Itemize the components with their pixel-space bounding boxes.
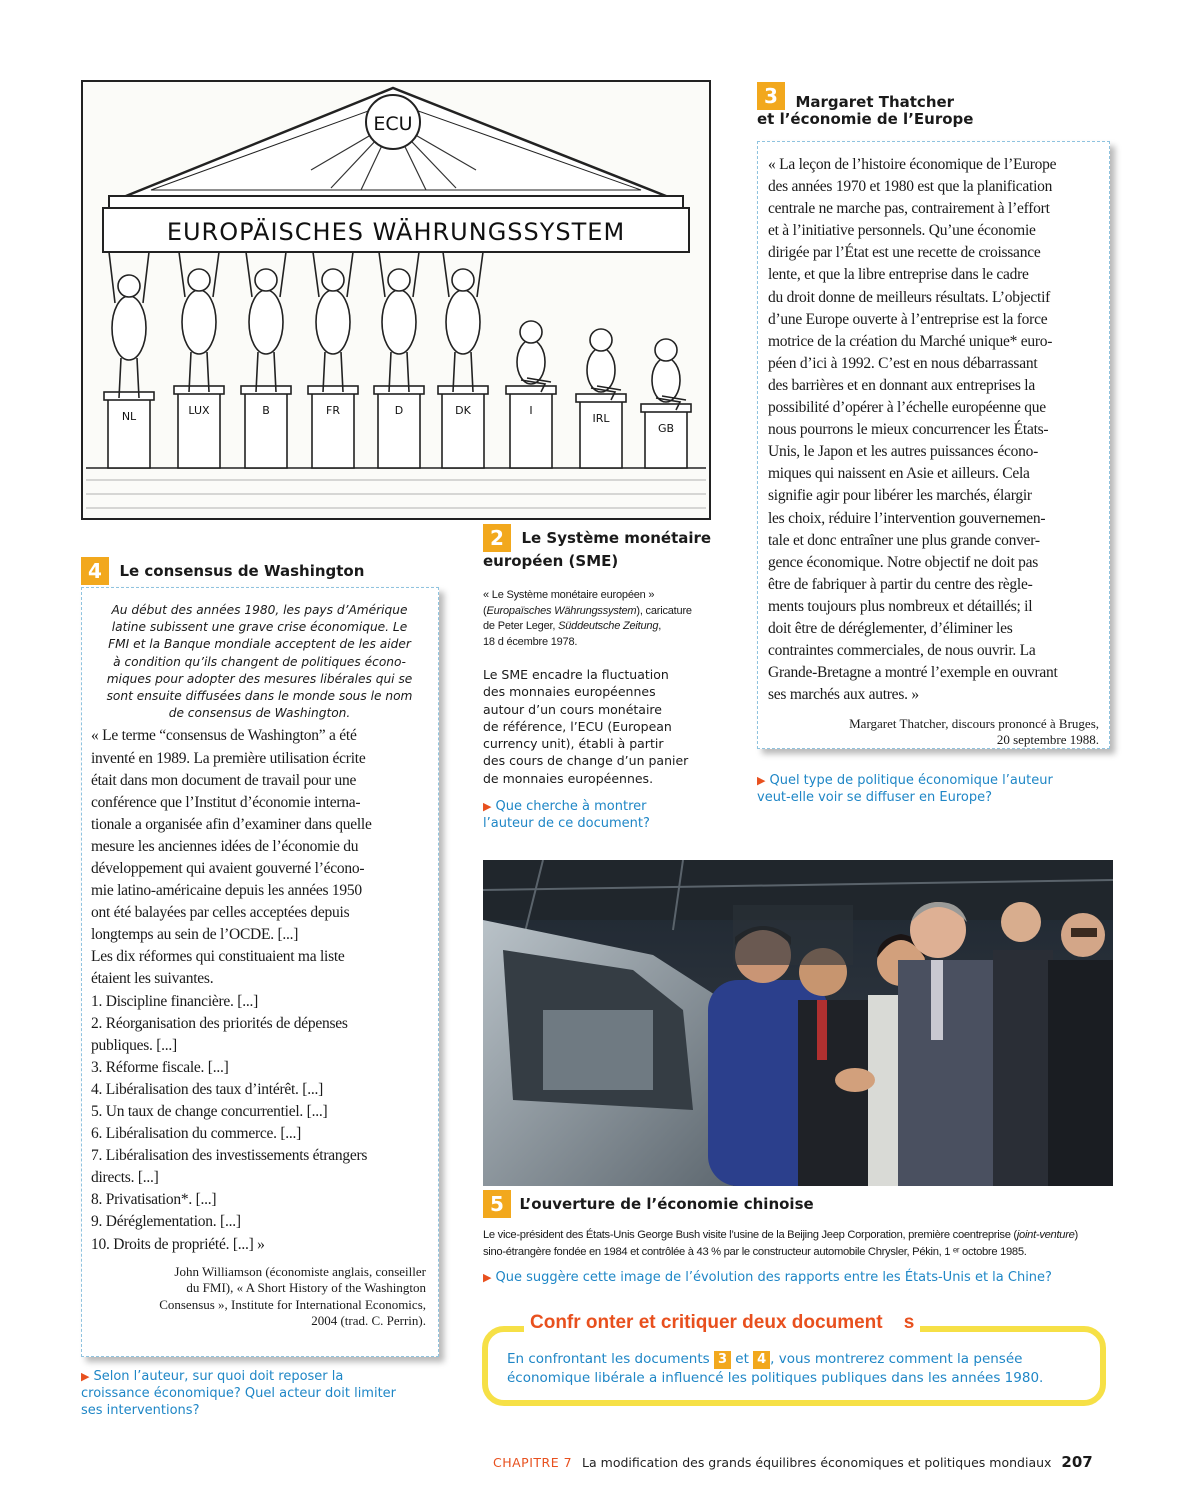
doc2-body-line: des monnaies européennes — [483, 684, 656, 700]
doc4-question-line3: ses interventions? — [81, 1403, 200, 1418]
doc5-question — [483, 1269, 1123, 1286]
doc2-body-line: des cours de change d’un panier — [483, 753, 689, 769]
doc3-quote-line: et à l’initiative personnels. Qu’une économie — [768, 222, 1036, 240]
exercise-text — [507, 1350, 1097, 1388]
doc4-quote-line: 8. Privatisation*. [...] — [91, 1191, 217, 1209]
cartoon-figure-body — [446, 290, 480, 354]
doc5-heading — [483, 1190, 1113, 1218]
doc5-caption-line1 — [483, 1227, 1123, 1244]
doc2-question-text: Que cherche à montrer l’auteur de ce document? — [483, 799, 650, 831]
doc3-source-line2: 20 septembre 1988. — [996, 732, 1099, 748]
cartoon-figure-body — [249, 290, 283, 354]
cartoon-pillar-label: GB — [657, 422, 675, 435]
doc4-quote-line: inventé en 1989. La première utilisation écrite — [91, 749, 366, 767]
exercise-ref-3: 3 — [714, 1351, 731, 1369]
doc5-caption — [483, 1227, 1123, 1261]
doc4-intro-line: de consensus de Washington. — [168, 706, 351, 721]
doc3-quote-line: être de fabriquer à partir du centre des règle- — [768, 575, 1033, 593]
doc4-intro — [91, 602, 438, 722]
doc2-body — [483, 666, 723, 787]
cartoon-pillar-cap — [174, 386, 224, 394]
doc3-quote-line: lente, et que la libre entreprise dans le cadre — [768, 266, 1029, 284]
cartoon-pillar-cap — [104, 392, 154, 400]
doc2-body-line: Le SME encadre la fluctuation — [483, 667, 669, 682]
doc2-body-line: de référence, l’ECU (European — [483, 718, 672, 734]
doc3-quote-line: des années 1970 et 1980 est que la planification — [768, 178, 1053, 196]
doc2-body-line: de monnaies européennes. — [483, 770, 654, 786]
doc4-quote-line: publiques. [...] — [91, 1036, 177, 1054]
cartoon-figure-body — [517, 340, 545, 384]
doc4-quote-line: 2. Réorganisation des priorités de dépenses — [91, 1014, 348, 1032]
doc3-quote-line: nous pourrons le mieux concurrencer les États- — [768, 421, 1049, 439]
doc4-source — [91, 1264, 438, 1330]
doc2-caption-comma: , — [658, 620, 662, 632]
doc4-quote-line: 4. Libéralisation des taux d’intérêt. [...] — [91, 1080, 324, 1098]
cartoon-figure-body — [587, 348, 615, 392]
cartoon-figure-body — [182, 290, 216, 354]
exercise-ref-4: 4 — [753, 1351, 770, 1369]
cartoon-pillar-label: B — [262, 404, 270, 417]
doc4-intro-line: FMI et la Banque mondiale acceptent de les aider — [108, 637, 411, 652]
doc5-caption-line1b: ) — [1074, 1229, 1078, 1241]
doc3-quote-box — [757, 141, 1110, 749]
doc4-question — [81, 1368, 441, 1419]
doc3-quote-line: dirigée par l’État est une recette de croissance — [768, 244, 1041, 262]
exercise-text-c: , vous montrerez comment la pensée — [770, 1351, 1023, 1367]
doc4-source-line: John Williamson (économiste anglais, conseiller — [174, 1263, 426, 1279]
doc3-quote-line: du droit donne de meilleurs résultats. L’objectif — [768, 288, 1051, 306]
cartoon-pillar — [108, 398, 150, 468]
doc5-caption-line1a: Le vice-président des États-Unis George Bush visite l’usine de la Beijing Jeep Corporation, première coentreprise ( — [483, 1229, 1017, 1241]
doc2-caption-title-de: Europaïsches Währungssystem — [486, 604, 637, 617]
cartoon-figure-head — [322, 269, 344, 291]
doc4-quote-line: ont été balayées par celles acceptées depuis — [91, 904, 350, 922]
cartoon-figure-body — [112, 296, 146, 360]
doc3-quote-line: doit être de déréglementer, d’éliminer les — [768, 619, 1013, 637]
doc4-quote-line: directs. [...] — [91, 1169, 159, 1187]
doc4-quote-line: 3. Réforme fiscale. [...] — [91, 1058, 229, 1076]
cartoon-pillar-cap — [241, 386, 291, 394]
footer-chapter: CHAPITRE 7 — [493, 1455, 573, 1470]
doc3-question-line1: Quel type de politique économique l’auteur — [769, 773, 1053, 788]
page-number: 207 — [1061, 1453, 1093, 1471]
cartoon-figure-head — [452, 269, 474, 291]
cartoon-figure-body — [382, 290, 416, 354]
doc4-number-badge: 4 — [81, 557, 109, 585]
doc2-caption-line1: « Le Système monétaire européen » — [483, 589, 655, 601]
cartoon-pillar-label: FR — [326, 404, 340, 417]
doc3-quote-line: signifie agir pour libérer les marchés, élargir — [768, 487, 1032, 505]
doc3-quote-line: Unis, le Japon et les autres puissances écono- — [768, 443, 1039, 461]
doc3-quote-line: les choix, réduire l’intervention gouvernemen- — [768, 509, 1046, 527]
doc4-source-line: 2004 (trad. C. Perrin). — [311, 1313, 426, 1329]
cartoon-banner: EUROPÄISCHES WÄHRUNGSSYSTEM — [166, 218, 626, 246]
doc2-caption-newspaper: Süddeutsche Zeitung — [558, 620, 659, 632]
doc4-quote-line: conférence que l’Institut d’économie interna- — [91, 793, 361, 811]
doc2-heading — [483, 524, 723, 571]
doc4-quote-line: longtemps au sein de l’OCDE. [...] — [91, 926, 299, 944]
arrow-icon: ▶ — [483, 1271, 492, 1284]
cartoon-pillar-cap — [374, 386, 424, 394]
cartoon-figure-head — [590, 329, 612, 351]
doc3-quote-line: centrale ne marche pas, contrairement à l’effort — [768, 200, 1050, 218]
doc2-body-line: currency unit), établi à partir — [483, 736, 664, 752]
doc3-source-line1: Margaret Thatcher, discours prononcé à Bruges, — [849, 716, 1099, 732]
doc3-number-badge: 3 — [757, 82, 785, 110]
doc4-quote — [91, 725, 438, 1255]
doc3-source — [768, 716, 1109, 748]
doc4-quote-line: 5. Un taux de change concurrentiel. [...] — [91, 1103, 328, 1121]
doc4-quote-line: 6. Libéralisation du commerce. [...] — [91, 1125, 302, 1143]
doc4-quote-line: 10. Droits de propriété. [...] » — [91, 1235, 265, 1253]
footer-title: La modification des grands équilibres économiques et politiques mondiaux — [582, 1455, 1052, 1470]
cartoon-figure-head — [520, 321, 542, 343]
cartoon-pillar-label: I — [529, 404, 533, 417]
doc4-title: Le consensus de Washington — [119, 562, 365, 580]
doc4-quote-line: mie latino-américaine depuis les années 1950 — [91, 882, 362, 900]
arrow-icon: ▶ — [757, 774, 766, 787]
doc2-question — [483, 798, 683, 832]
cartoon-image — [81, 80, 711, 520]
doc3-quote-line: gence économique. Notre objectif ne doit pas — [768, 553, 1039, 571]
doc3-quote-line: miques qui naissent en Asie et ailleurs. Cela — [768, 465, 1030, 483]
doc3-title-line2: et l’économie de l’Europe — [757, 110, 974, 128]
doc3-quote-line: motrice de la création du Marché unique* euro- — [768, 332, 1053, 350]
doc4-heading — [81, 557, 441, 585]
cartoon-pillar-label: DK — [455, 404, 471, 417]
cartoon-pillar-cap — [641, 404, 691, 412]
doc3-quote-line: ments toujours plus nombreux et détaillés; il — [768, 597, 1033, 615]
cartoon-pillar-label: LUX — [188, 404, 210, 417]
doc2-title-line2: européen (SME) — [483, 552, 619, 570]
doc3-quote-line: ses marchés aux autres. » — [768, 686, 919, 704]
doc2-caption-line2-rest: ), caricature — [636, 604, 692, 617]
doc5-number-badge: 5 — [483, 1190, 511, 1218]
doc4-intro-line: à condition qu’ils changent de politiques écono- — [113, 654, 406, 669]
doc4-quote-line: 9. Déréglementation. [...] — [91, 1213, 241, 1231]
doc5-title: L’ouverture de l’économie chinoise — [519, 1195, 814, 1213]
exercise-title: Confr onter et critiquer deux document s — [524, 1311, 920, 1335]
exercise-text-line2: économique libérale a influencé les politiques publiques dans les années 1980. — [507, 1370, 1044, 1386]
doc4-quote-line: « Le terme “consensus de Washington” a été — [91, 727, 357, 745]
arrow-icon: ▶ — [483, 800, 492, 813]
doc3-quote-line: possibilité d’opérer à l’échelle européenne que — [768, 399, 1046, 417]
doc4-quote-line: Les dix réformes qui constituaient ma liste — [91, 948, 345, 966]
doc2-caption-line2: (Europaïsches Währungssystem), caricature — [483, 604, 692, 617]
doc3-question — [757, 772, 1117, 806]
doc4-source-line: du FMI), « A Short History of the Washington — [186, 1280, 426, 1296]
doc2-caption — [483, 588, 723, 650]
cartoon-pillar-cap — [506, 386, 556, 394]
cartoon-pillar-cap — [308, 386, 358, 394]
doc5-caption-italic: joint-venture — [1016, 1229, 1075, 1241]
doc3-quote-line: d’une Europe ouverte à l’entreprise est la force — [768, 310, 1048, 328]
cartoon-figure-head — [118, 275, 140, 297]
cartoon-pillar-label: D — [394, 404, 404, 417]
doc4-quote-line: 7. Libéralisation des investissements étrangers — [91, 1147, 368, 1165]
doc4-quote-line: tionale a organisée afin d’examiner dans quelle — [91, 815, 372, 833]
cartoon-pillar-label: IRL — [592, 412, 610, 425]
doc3-question-line2: veut-elle voir se diffuser en Europe? — [757, 790, 993, 805]
doc3-heading — [757, 82, 1117, 129]
doc3-quote-line: péen d’ici à 1992. C’est en nous débarrassant — [768, 354, 1038, 372]
doc2-body-line: autour d’un cours monétaire — [483, 701, 662, 717]
doc4-intro-line: miques pour adopter des mesures libérales qui se — [106, 671, 413, 686]
cartoon-figure-head — [255, 269, 277, 291]
doc4-source-line: Consensus », Institute for International Economics, — [159, 1296, 426, 1312]
doc4-box — [81, 587, 439, 1357]
doc3-quote-line: contraintes commerciales, de nous ouvrir. La — [768, 642, 1036, 660]
doc4-question-line1: Selon l’auteur, sur quoi doit reposer la — [93, 1369, 344, 1384]
doc3-quote-line: Grande-Bretagne a montré l’exemple en ouvrant — [768, 664, 1058, 682]
doc4-intro-line: sont ensuite diffusées dans le monde sous le nom — [106, 689, 413, 704]
doc4-quote-line: mesure les anciennes idées de l’économie du — [91, 837, 359, 855]
cartoon-pillar-cap — [438, 386, 488, 394]
doc3-title-line1: Margaret Thatcher — [795, 93, 955, 111]
cartoon-figure-head — [188, 269, 210, 291]
cartoon-figure-head — [655, 339, 677, 361]
doc3-quote-line: « La leçon de l’histoire économique de l’Europe — [768, 156, 1057, 173]
doc4-intro-line: latine subissent une grave crise économique. Le — [111, 620, 408, 635]
doc2-caption-date: 18 d écembre 1978. — [483, 635, 578, 648]
cartoon-pillar — [580, 400, 622, 468]
doc4-intro-line: Au début des années 1980, les pays d’Amérique — [111, 603, 408, 617]
cartoon-pillar-label: NL — [121, 410, 137, 423]
doc3-quote-line: tale et donc entraîner une plus grande conver- — [768, 531, 1040, 549]
cartoon-ecu-label: ECU — [373, 113, 413, 135]
doc4-quote-line: étaient les suivantes. — [91, 970, 214, 988]
doc5-question-text: Que suggère cette image de l’évolution des rapports entre les États-Unis et la Chine? — [495, 1270, 1052, 1285]
cartoon-figure-body — [316, 290, 350, 354]
doc3-quote-line: des barrières et en donnant aux entreprises la — [768, 376, 1035, 394]
doc4-quote-line: 1. Discipline financière. [...] — [91, 992, 258, 1010]
exercise-text-b: et — [730, 1351, 754, 1367]
photo-image — [483, 860, 1113, 1186]
doc4-question-line2: croissance économique? Quel acteur doit limiter — [81, 1386, 397, 1401]
doc2-caption-author: de Peter Leger, — [483, 620, 559, 632]
cartoon-figure-body — [652, 358, 680, 402]
doc2-caption-line3 — [483, 619, 723, 635]
doc4-quote-line: était dans mon document de travail pour une — [91, 771, 357, 789]
doc5-caption-line2: sino-étrangère fondée en 1984 et contrôlée à 43 % par le constructeur automobile Chrysler, Pékin, 1 ᵉʳ octobre 1985. — [483, 1246, 1027, 1258]
doc2-title-line1: Le Système monétaire — [521, 529, 712, 547]
cartoon-pillar — [645, 410, 687, 468]
cartoon-pillar-cap — [576, 394, 626, 402]
doc4-quote-line: développement qui avaient gouverné l’écono- — [91, 859, 365, 877]
arrow-icon: ▶ — [81, 1370, 90, 1383]
exercise-text-a: En confrontant les documents — [507, 1351, 714, 1367]
cartoon-figure-head — [388, 269, 410, 291]
doc2-number-badge: 2 — [483, 524, 511, 552]
page-footer — [493, 1453, 1123, 1471]
